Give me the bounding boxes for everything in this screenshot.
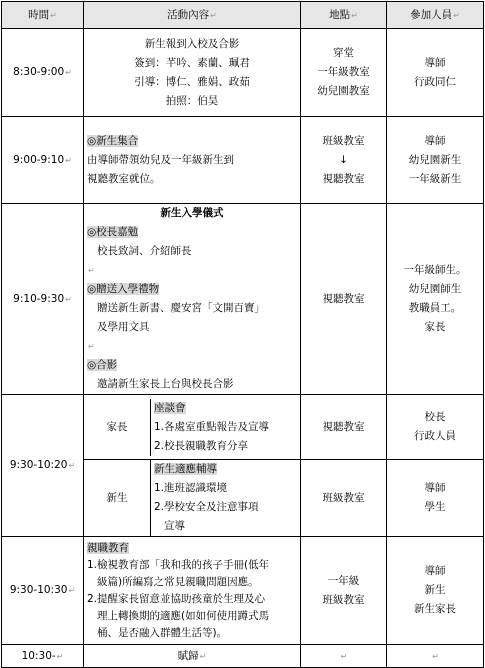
place-cell: ↵ xyxy=(301,645,387,668)
people-cell: 導師 行政同仁 xyxy=(387,29,484,117)
time-cell: 9:30-10:30↵ xyxy=(2,537,84,645)
content-cell: 親職教育 1.檢視教育部「我和我的孩子手冊(低年 級篇)所編寫之常見親職問題因應。 2.提醒家長留意並協助孩童於生理及心 理上轉換期的適應(如如何使用蹲式馬 桶、是否融入群體生活等)。 xyxy=(84,537,301,645)
time-cell: 8:30-9:00↵ xyxy=(2,29,84,117)
content-cell: 新生報到入校及合影 簽到：芊吟、素蘭、珮君 引導：博仁、雅娟、政茹 拍照：伯昊 xyxy=(84,29,301,117)
time-cell: 9:00-9:10↵ xyxy=(2,117,84,204)
people-cell: 導師 幼兒園新生 一年級新生 xyxy=(387,117,484,204)
header-place: 地點↵ xyxy=(301,2,387,29)
table-row xyxy=(2,537,484,645)
place-cell: 一年級 班級教室 xyxy=(301,537,387,645)
content-cell: 賦歸↵ xyxy=(84,645,301,668)
content-cell: 新生入學儀式 ◎校長嘉勉 校長致詞、介紹師長 ↵ ◎贈送入學禮物 贈送新生新書、慶安宮「文開百寶」 及學用文具 ↵ ◎合影 邀請新生家長上台與校長合影 xyxy=(84,204,301,395)
header-time: 時間↵ xyxy=(2,2,84,29)
place-cell: 視聽教室 xyxy=(301,395,387,460)
header-content: 活動內容↵ xyxy=(84,2,301,29)
content-cell: ◎新生集合 由導師帶領幼兒及一年級新生到 視聽教室就位。 xyxy=(84,117,301,204)
people-cell: ↵ xyxy=(387,645,484,668)
people-cell: 校長 行政人員 xyxy=(387,395,484,460)
time-cell: 10:30-↵ xyxy=(2,645,84,668)
time-cell: 9:10-9:30↵ xyxy=(2,204,84,395)
table-row xyxy=(2,645,484,668)
group-label: 新生 xyxy=(84,460,151,536)
people-cell: 一年級師生。 幼兒園師生 教職員工。 家長 xyxy=(387,204,484,395)
place-cell: 班級教室 xyxy=(301,460,387,537)
time-cell: 9:30-10:20↵ xyxy=(2,395,84,537)
place-cell: 視聽教室 xyxy=(301,204,387,395)
table-row xyxy=(2,204,484,395)
table-row xyxy=(2,117,484,204)
people-cell: 導師 學生 xyxy=(387,460,484,537)
table-row xyxy=(2,29,484,117)
content-cell: 家長 座談會 1.各處室重點報告及宣導 2.校長親職教育分享 xyxy=(84,395,301,460)
header-people: 參加人員↵ xyxy=(387,2,484,29)
table-row xyxy=(2,395,484,460)
content-cell: 新生 新生適應輔導 1.進班認識環境 2.學校安全及注意事項 宣導 xyxy=(84,460,301,537)
schedule-table xyxy=(1,1,484,668)
place-cell: 班級教室 ↓ 視聽教室 xyxy=(301,117,387,204)
place-cell: 穿堂 一年級教室 幼兒園教室 xyxy=(301,29,387,117)
arrow-down-icon: ↓ xyxy=(339,153,348,166)
header-row xyxy=(2,2,484,29)
people-cell: 導師 新生 新生家長 xyxy=(387,537,484,645)
group-label: 家長 xyxy=(84,399,151,456)
